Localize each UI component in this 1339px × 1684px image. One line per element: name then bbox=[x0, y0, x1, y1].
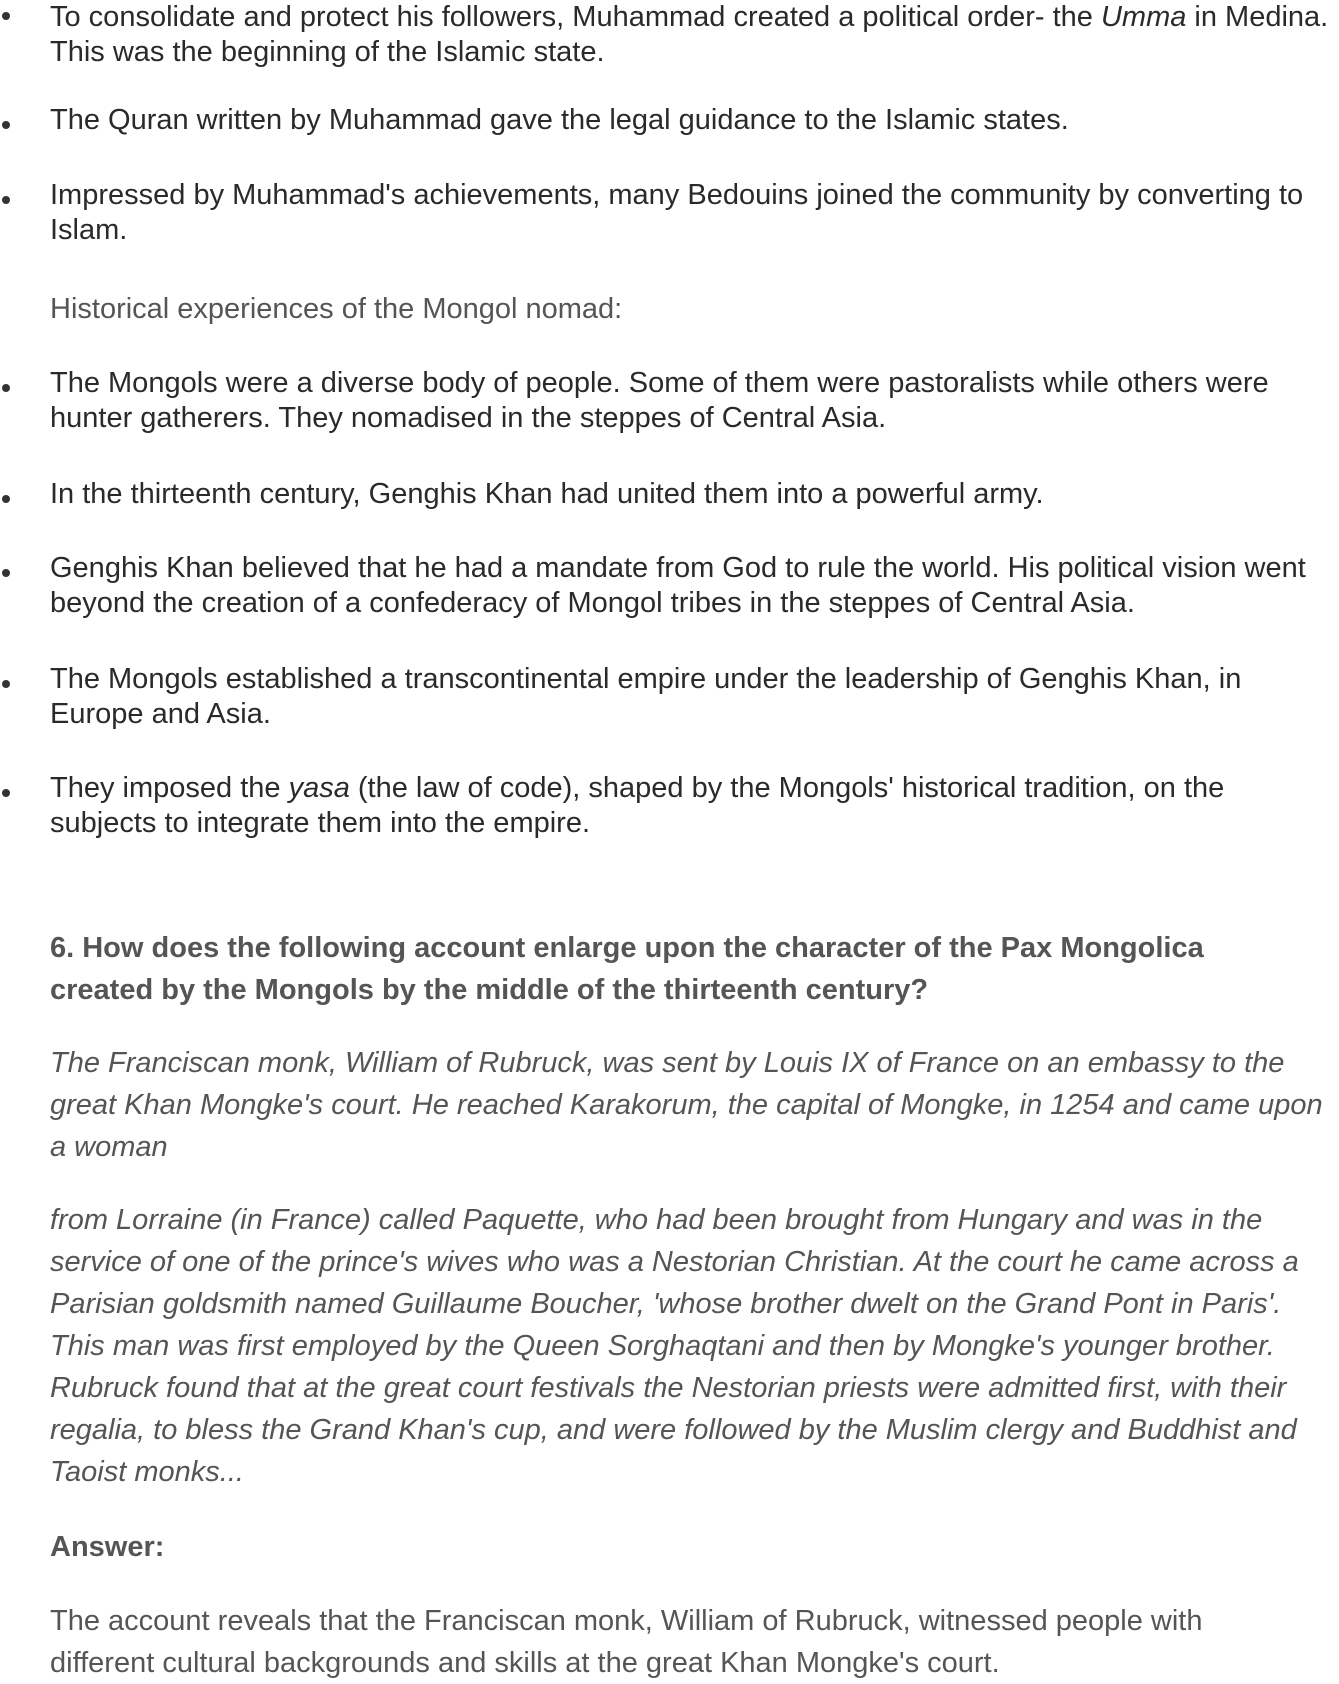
quote-paragraph: The Franciscan monk, William of Rubruck, was sent by Louis IX of France on an embassy to the great Khan Mongke's court. He reached Karakorum, the capital of Mongke, in 1254 and came upon a woman bbox=[50, 1047, 1323, 1163]
bullet-icon bbox=[2, 680, 10, 688]
list-item-text: To consolidate and protect his followers, Muhammad created a political order- the Umma in Medina. This was the beginning of the Islamic state. bbox=[50, 1, 1329, 68]
bullet-icon bbox=[2, 495, 10, 503]
bullet-icon bbox=[2, 384, 10, 392]
list-item-text: They imposed the yasa (the law of code), shaped by the Mongols' historical tradition, on the subjects to integrate them into the empire. bbox=[50, 772, 1225, 839]
bullet-icon bbox=[2, 789, 10, 797]
bullet-icon bbox=[2, 121, 10, 129]
section-subheading: Historical experiences of the Mongol nomad: bbox=[50, 293, 623, 325]
question-heading: 6. How does the following account enlarge upon the character of the Pax Mongolica created by the Mongols by the middle of the thirteenth century? bbox=[50, 932, 1204, 1006]
bullet-icon bbox=[2, 569, 10, 577]
bullet-icon bbox=[2, 12, 10, 20]
answer-text: The account reveals that the Franciscan monk, William of Rubruck, witnessed people with different cultural backgrounds and skills at the great Khan Mongke's court. bbox=[50, 1605, 1203, 1679]
bullet-icon bbox=[2, 196, 10, 204]
list-item-text: Impressed by Muhammad's achievements, many Bedouins joined the community by converting to Islam. bbox=[50, 179, 1304, 246]
list-item-text: In the thirteenth century, Genghis Khan had united them into a powerful army. bbox=[50, 478, 1044, 510]
list-item-text: The Quran written by Muhammad gave the legal guidance to the Islamic states. bbox=[50, 104, 1069, 136]
list-item-text: Genghis Khan believed that he had a mandate from God to rule the world. His political vision went beyond the creation of a confederacy of Mongol tribes in the steppes of Central Asia. bbox=[50, 552, 1306, 619]
answer-label: Answer: bbox=[50, 1531, 165, 1563]
list-item-text: The Mongols established a transcontinental empire under the leadership of Genghis Khan, in Europe and Asia. bbox=[50, 663, 1242, 730]
quote-paragraph: from Lorraine (in France) called Paquette, who had been brought from Hungary and was in the service of one of the prince's wives who was a Nestorian Christian. At the court he came across a Parisian goldsmith named Guillaume Boucher, 'whose brother dwelt on the Grand Pont in Paris'. This man was first employed by the Queen Sorghaqtani and then by Mongke's younger brother. Rubruck found that at the great court festivals the Nestorian priests were admitted first, with their regalia, to bless the Grand Khan's cup, and were followed by the Muslim clergy and Buddhist and Taoist monks... bbox=[50, 1204, 1299, 1488]
list-item-text: The Mongols were a diverse body of people. Some of them were pastoralists while others were hunter gatherers. They nomadised in the steppes of Central Asia. bbox=[50, 367, 1269, 434]
